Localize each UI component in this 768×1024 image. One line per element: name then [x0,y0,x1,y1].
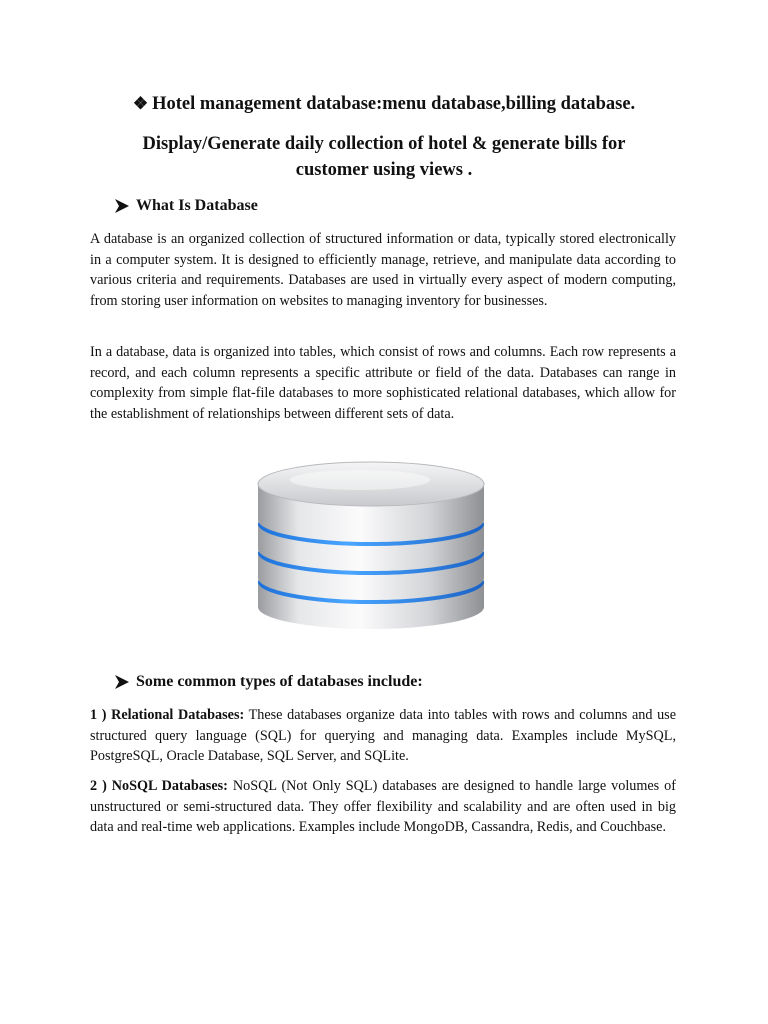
title-line-3: customer using views . [295,160,473,180]
title-line-2: Display/Generate daily collection of hotel & generate bills for [142,134,626,154]
section-heading-text: What Is Database [136,197,258,214]
list-item-text: NoSQL (Not Only SQL) databases are designed to handle large volumes of unstructured or semi-structured data. They offer flexibility and scalability and are often used in big data and real-time web applications. Examples include MongoDB, Cassandra, Redis, and Couchbase. [90,778,676,835]
list-item-text: These databases organize data into tables with rows and columns and use structured query language (SQL) for querying and managing data. Examples include MySQL, PostgreSQL, Oracle Database, SQL Server, and SQLite. [90,707,677,764]
arrowhead-bullet-icon [112,198,132,214]
paragraph-tables: In a database, data is organized into tables, which consist of rows and columns. Each row represents a record, and each column represents a specific attribute or field of the data. Databases can range in complexity from simple flat-file databases to more sophisticated relational databases, which allow for the establishment of relationships between different sets of data. [90,344,676,422]
section-heading-what-is-database [112,196,258,216]
title-text-1: Hotel management database:menu database,billing database. [152,94,636,114]
list-item-relational [90,705,676,767]
section-heading-text: Some common types of databases include: [136,673,423,690]
list-item-nosql [90,776,676,838]
title-line-1 [0,93,768,115]
paragraph-definition: A database is an organized collection of structured information or data, typically stored electronically in a computer system. It is designed to efficiently manage, retrieve, and manipulate data according to various criteria and requirements. Databases are used in virtually every aspect of modern computing, from storing user information on websites to managing inventory for businesses. [90,231,676,309]
list-item-label: 2 ) NoSQL Databases: [90,778,228,794]
list-item-label: 1 ) Relational Databases: [90,707,245,723]
database-cylinder-icon [210,452,532,634]
arrowhead-bullet-icon [112,674,132,690]
diamond-bullet-icon: ❖ [132,94,149,113]
section-heading-database-types [112,672,423,692]
